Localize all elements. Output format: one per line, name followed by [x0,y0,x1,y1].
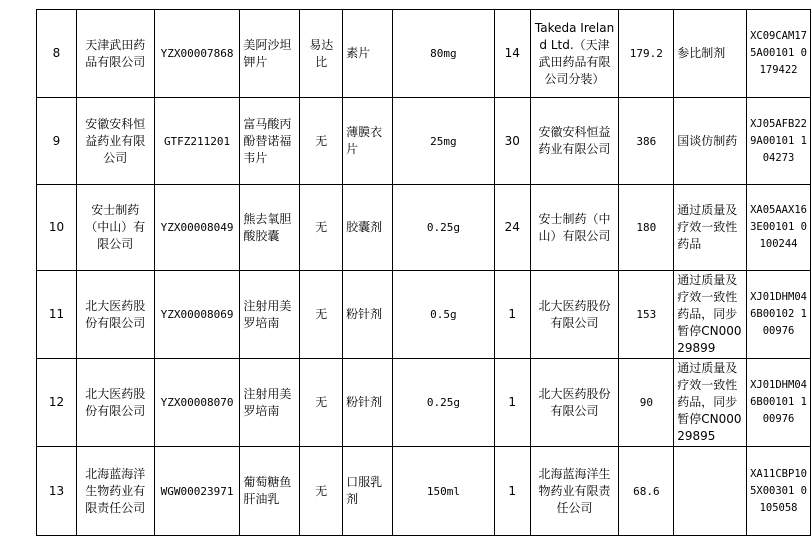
applicant-company-cell: 安徽安科恒益药业有限公司 [76,98,154,185]
manufacturer-cell: Takeda Ireland Ltd.（天津武田药品有限公司分装） [530,10,619,98]
drug-code-cell: XC09CAM175A00101 0179422 [747,10,811,98]
approval-code-cell: YZX00008069 [154,271,240,359]
applicant-company-cell: 天津武田药品有限公司 [76,10,154,98]
price-cell: 153 [619,271,674,359]
price-cell: 180 [619,185,674,271]
drug-code-cell: XJ05AFB229A00101 104273 [747,98,811,185]
dosage-form-cell: 粉针剂 [343,271,393,359]
package-quantity-cell: 1 [494,359,530,447]
drug-code-cell: XA11CBP105X00301 0105058 [747,447,811,536]
drug-name-cell: 葡萄糖鱼肝油乳 [240,447,300,536]
drug-code-cell: XJ01DHM046B00102 100976 [747,271,811,359]
manufacturer-cell: 北大医药股份有限公司 [530,359,619,447]
approval-code-cell: YZX00008049 [154,185,240,271]
drug-name-cell: 美阿沙坦钾片 [240,10,300,98]
drug-name-cell: 注射用美罗培南 [240,359,300,447]
package-quantity-cell: 24 [494,185,530,271]
package-quantity-cell: 1 [494,271,530,359]
price-cell: 90 [619,359,674,447]
brand-name-cell: 无 [300,271,343,359]
category-cell: 通过质量及疗效一致性药品 [674,185,747,271]
category-cell [674,447,747,536]
applicant-company-cell: 北大医药股份有限公司 [76,271,154,359]
specification-cell: 0.25g [393,185,495,271]
table-row [37,447,811,536]
dosage-form-cell: 粉针剂 [343,359,393,447]
brand-name-cell: 无 [300,359,343,447]
specification-cell: 80mg [393,10,495,98]
applicant-company-cell: 安士制药（中山）有限公司 [76,185,154,271]
drug-code-cell: XA05AAX163E00101 0100244 [747,185,811,271]
row-number-cell: 9 [37,98,77,185]
specification-cell: 25mg [393,98,495,185]
manufacturer-cell: 北海蓝海洋生物药业有限责任公司 [530,447,619,536]
specification-cell: 0.25g [393,359,495,447]
dosage-form-cell: 口服乳剂 [343,447,393,536]
approval-code-cell: YZX00007868 [154,10,240,98]
brand-name-cell: 无 [300,185,343,271]
category-cell: 国谈仿制药 [674,98,747,185]
approval-code-cell: GTFZ211201 [154,98,240,185]
specification-cell: 0.5g [393,271,495,359]
package-quantity-cell: 1 [494,447,530,536]
table-row [37,359,811,447]
manufacturer-cell: 安徽安科恒益药业有限公司 [530,98,619,185]
applicant-company-cell: 北大医药股份有限公司 [76,359,154,447]
approval-code-cell: WGW00023971 [154,447,240,536]
table-row [37,10,811,98]
drug-code-cell: XJ01DHM046B00101 100976 [747,359,811,447]
row-number-cell: 11 [37,271,77,359]
dosage-form-cell: 胶囊剂 [343,185,393,271]
table-row [37,98,811,185]
table-row [37,271,811,359]
package-quantity-cell: 14 [494,10,530,98]
row-number-cell: 12 [37,359,77,447]
price-cell: 386 [619,98,674,185]
manufacturer-cell: 安士制药（中山）有限公司 [530,185,619,271]
brand-name-cell: 无 [300,447,343,536]
category-cell: 通过质量及疗效一致性药品，同步暂停CN00029895 [674,359,747,447]
package-quantity-cell: 30 [494,98,530,185]
applicant-company-cell: 北海蓝海洋生物药业有限责任公司 [76,447,154,536]
category-cell: 参比制剂 [674,10,747,98]
table-row [37,185,811,271]
manufacturer-cell: 北大医药股份有限公司 [530,271,619,359]
brand-name-cell: 易达比 [300,10,343,98]
drug-name-cell: 富马酸丙酚替诺福韦片 [240,98,300,185]
row-number-cell: 13 [37,447,77,536]
price-cell: 179.2 [619,10,674,98]
row-number-cell: 8 [37,10,77,98]
price-cell: 68.6 [619,447,674,536]
drug-name-cell: 熊去氧胆酸胶囊 [240,185,300,271]
specification-cell: 150ml [393,447,495,536]
dosage-form-cell: 素片 [343,10,393,98]
brand-name-cell: 无 [300,98,343,185]
approval-code-cell: YZX00008070 [154,359,240,447]
drug-name-cell: 注射用美罗培南 [240,271,300,359]
category-cell: 通过质量及疗效一致性药品，同步暂停CN00029899 [674,271,747,359]
row-number-cell: 10 [37,185,77,271]
dosage-form-cell: 薄膜衣片 [343,98,393,185]
drug-list-table [36,9,811,536]
